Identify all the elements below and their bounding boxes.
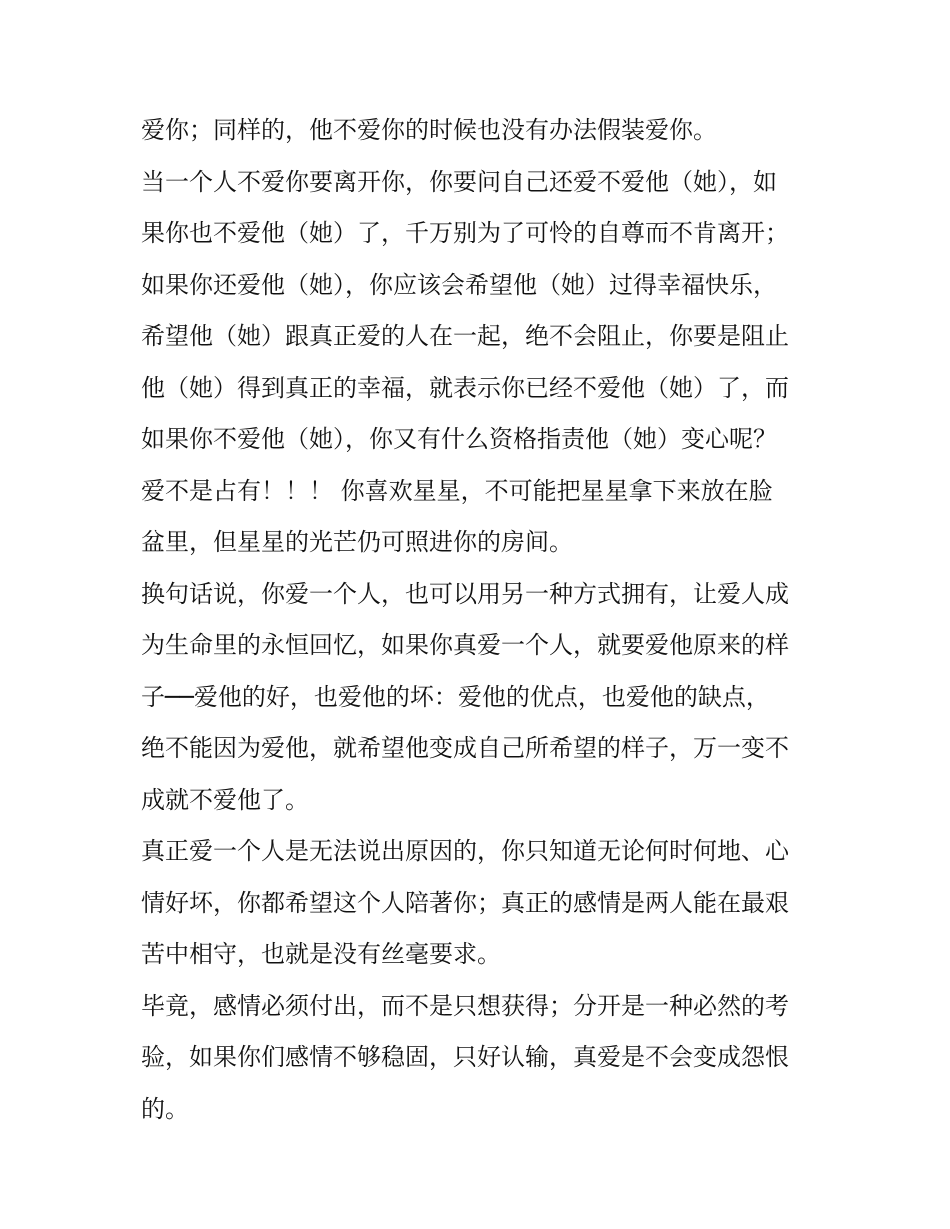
text-line: 绝不能因为爱他，就希望他变成自己所希望的样子，万一变不 — [141, 734, 789, 762]
text-line: 验，如果你们感情不够稳固，只好认输，真爱是不会变成怨恨 — [141, 1043, 789, 1071]
text-line: 他（她）得到真正的幸福，就表示你已经不爱他（她）了，而 — [141, 373, 789, 402]
text-line: 毕竟，感情必须付出，而不是只想获得；分开是一种必然的考 — [141, 991, 789, 1020]
text-line: 成就不爱他了。 — [141, 785, 309, 814]
text-line: 希望他（她）跟真正爱的人在一起，绝不会阻止，你要是阻止 — [141, 322, 789, 350]
text-line: 为生命里的永恒回忆，如果你真爱一个人，就要爱他原来的样 — [141, 631, 789, 659]
text-line: 情好坏，你都希望这个人陪著你；真正的感情是两人能在最艰 — [141, 888, 789, 917]
text-line: 当一个人不爱你要离开你，你要问自己还爱不爱他（她），如 — [141, 167, 777, 196]
text-line: 爱你；同样的，他不爱你的时候也没有办法假装爱你。 — [141, 116, 717, 144]
text-line: 换句话说，你爱一个人，也可以用另一种方式拥有，让爱人成 — [141, 579, 789, 608]
text-line: 如果你不爱他（她），你又有什么资格指责他（她）变心呢？ — [141, 425, 777, 453]
text-line: 真正爱一个人是无法说出原因的，你只知道无论何时何地、心 — [141, 837, 789, 865]
text-line: 子──爱他的好，也爱他的坏：爱他的优点，也爱他的缺点， — [141, 682, 770, 711]
text-line: 盆里，但星星的光芒仍可照进你的房间。 — [141, 528, 573, 556]
body-text — [141, 108, 821, 1138]
text-line: 苦中相守，也就是没有丝毫要求。 — [141, 940, 501, 968]
text-line: 果你也不爱他（她）了，千万别为了可怜的自尊而不肯离开； — [141, 219, 789, 247]
text-line: 的。 — [141, 1094, 189, 1123]
text-line: 如果你还爱他（她），你应该会希望他（她）过得幸福快乐， — [141, 270, 777, 299]
text-line: 爱不是占有！！！ 你喜欢星星，不可能把星星拿下来放在脸 — [141, 476, 773, 505]
